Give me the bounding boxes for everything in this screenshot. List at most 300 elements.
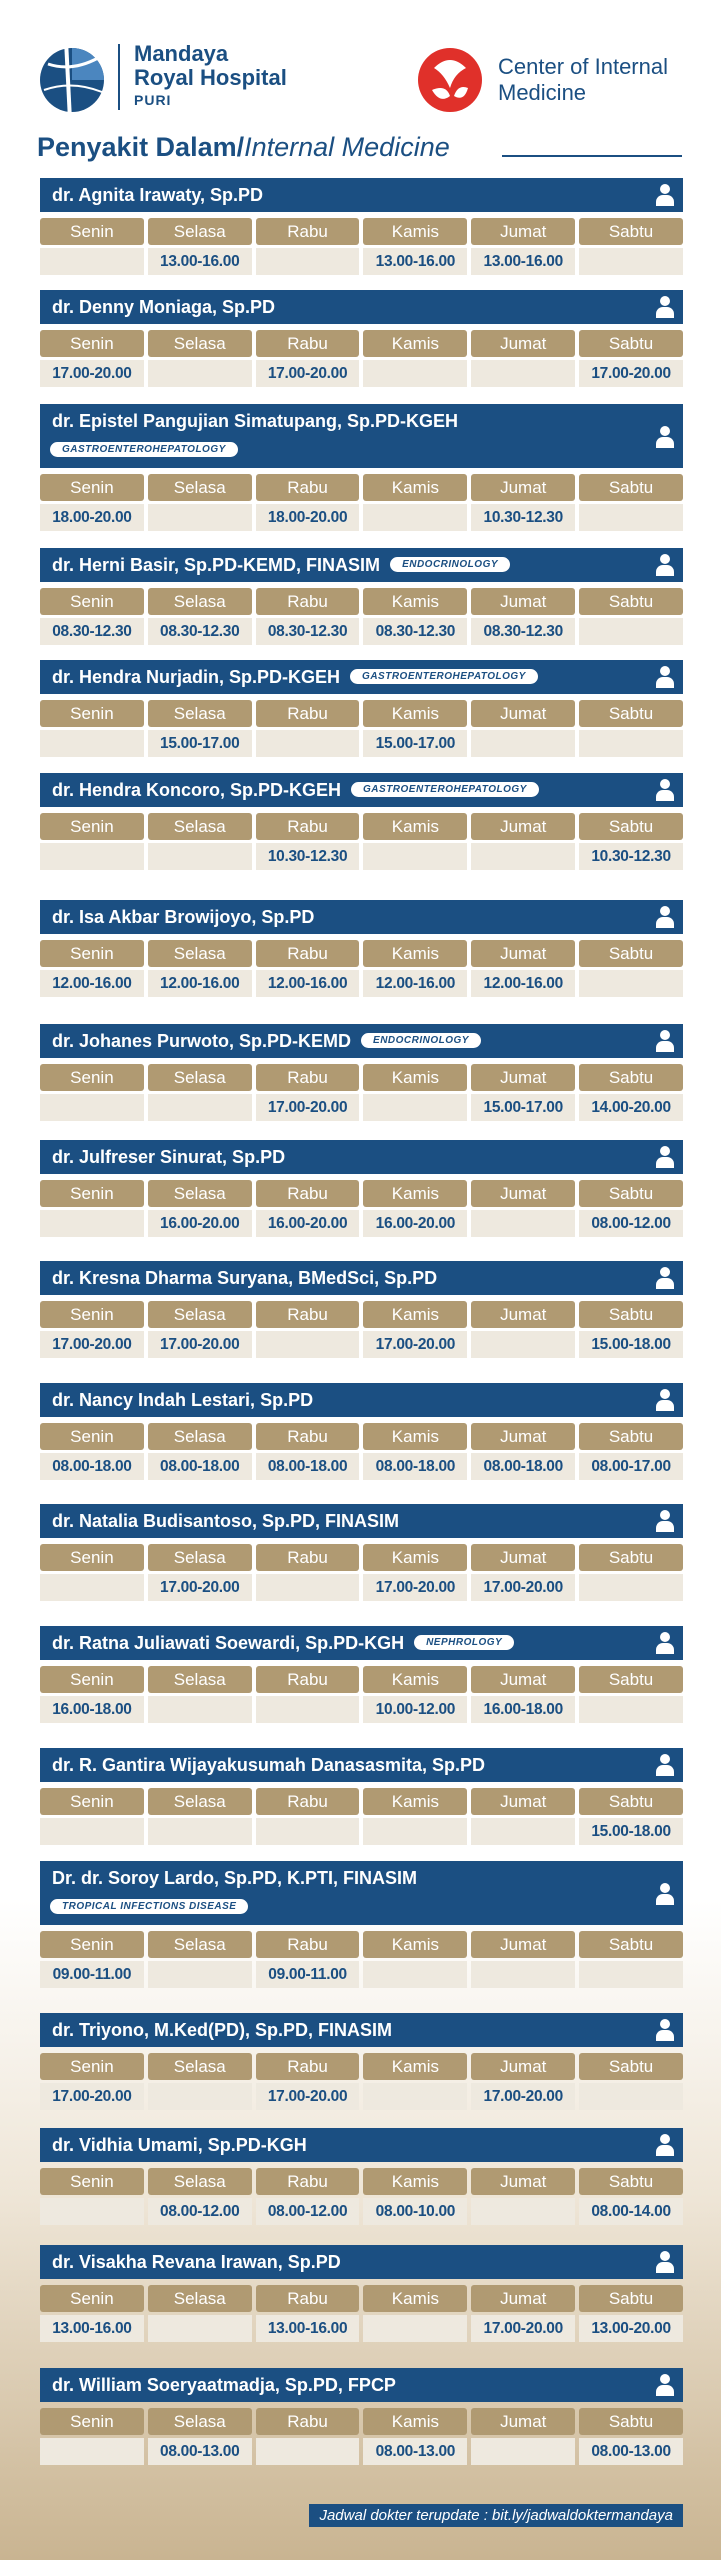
time-slot: 08.00-18.00 — [471, 1453, 575, 1480]
day-label: Sabtu — [579, 813, 683, 840]
doctor-name — [52, 1031, 481, 1052]
day-label: Sabtu — [579, 1666, 683, 1693]
day-row — [40, 2285, 683, 2312]
person-icon — [655, 666, 675, 688]
time-slot — [256, 1696, 360, 1723]
time-slot — [148, 843, 252, 870]
day-label: Kamis — [363, 700, 467, 727]
time-slot: 10.30-12.30 — [471, 504, 575, 531]
time-slot — [363, 2315, 467, 2342]
time-row — [40, 2318, 683, 2342]
day-label: Senin — [40, 1666, 144, 1693]
time-slot — [40, 1818, 144, 1845]
day-row — [40, 1788, 683, 1815]
time-slot: 17.00-20.00 — [471, 1574, 575, 1601]
day-label: Jumat — [471, 940, 575, 967]
title-underline — [502, 155, 682, 157]
day-label: Rabu — [256, 700, 360, 727]
doctor-name — [52, 780, 539, 801]
day-label: Senin — [40, 1301, 144, 1328]
time-slot — [579, 504, 683, 531]
time-slot — [579, 248, 683, 275]
day-label: Sabtu — [579, 218, 683, 245]
time-row — [40, 2441, 683, 2465]
time-slot — [363, 1818, 467, 1845]
doctor-schedule — [40, 404, 683, 531]
footer-note[interactable]: Jadwal dokter terupdate : bit.ly/jadwaldoktermandaya — [309, 2504, 683, 2527]
time-slot: 10.00-12.00 — [363, 1696, 467, 1723]
day-label: Selasa — [148, 1180, 252, 1207]
time-slot: 08.00-17.00 — [579, 1453, 683, 1480]
person-icon — [655, 1389, 675, 1411]
day-label: Jumat — [471, 1544, 575, 1571]
day-label: Selasa — [148, 1544, 252, 1571]
day-label: Rabu — [256, 1180, 360, 1207]
time-slot: 08.00-18.00 — [363, 1453, 467, 1480]
day-label: Senin — [40, 2408, 144, 2435]
day-label: Selasa — [148, 1423, 252, 1450]
time-slot: 08.30-12.30 — [471, 618, 575, 645]
day-label: Kamis — [363, 1064, 467, 1091]
time-slot — [148, 360, 252, 387]
time-slot — [40, 1210, 144, 1237]
day-label: Kamis — [363, 2168, 467, 2195]
person-icon — [655, 906, 675, 928]
time-slot: 15.00-17.00 — [148, 730, 252, 757]
day-label: Kamis — [363, 1301, 467, 1328]
doctor-name-text: dr. Natalia Budisantoso, Sp.PD, FINASIM — [52, 1511, 400, 1531]
doctor-header — [40, 2013, 683, 2047]
day-label: Jumat — [471, 330, 575, 357]
doctor-name — [52, 1511, 399, 1532]
day-row — [40, 1180, 683, 1207]
time-slot — [579, 1574, 683, 1601]
day-label: Rabu — [256, 1666, 360, 1693]
time-slot: 10.30-12.30 — [579, 843, 683, 870]
center-name — [498, 54, 668, 106]
day-label: Jumat — [471, 813, 575, 840]
day-label: Jumat — [471, 1666, 575, 1693]
doctor-header — [40, 1024, 683, 1058]
day-label: Sabtu — [579, 474, 683, 501]
center-name-line1: Center of Internal — [498, 54, 668, 79]
doctor-name-text: dr. Vidhia Umami, Sp.PD-KGH — [52, 2135, 307, 2155]
doctor-name-text: dr. Isa Akbar Browijoyo, Sp.PD — [52, 907, 315, 927]
day-label: Senin — [40, 1180, 144, 1207]
time-slot: 12.00-16.00 — [148, 970, 252, 997]
time-row — [40, 1334, 683, 1358]
time-slot: 12.00-16.00 — [363, 970, 467, 997]
day-label: Senin — [40, 218, 144, 245]
time-slot — [148, 1961, 252, 1988]
time-slot: 15.00-18.00 — [579, 1331, 683, 1358]
doctor-header — [40, 1140, 683, 1174]
doctor-name-text: dr. Denny Moniaga, Sp.PD — [52, 297, 276, 317]
day-label: Sabtu — [579, 1064, 683, 1091]
time-slot — [579, 1961, 683, 1988]
day-label: Senin — [40, 1423, 144, 1450]
day-label: Selasa — [148, 940, 252, 967]
day-row — [40, 1931, 683, 1958]
time-slot — [40, 730, 144, 757]
time-slot — [40, 1094, 144, 1121]
doctor-name-text: dr. Hendra Nurjadin, Sp.PD-KGEH — [52, 667, 341, 687]
doctor-name — [52, 907, 314, 928]
time-slot: 15.00-17.00 — [471, 1094, 575, 1121]
time-slot: 13.00-20.00 — [579, 2315, 683, 2342]
day-label: Rabu — [256, 1064, 360, 1091]
day-label: Sabtu — [579, 2053, 683, 2080]
time-slot: 17.00-20.00 — [471, 2083, 575, 2110]
day-label: Jumat — [471, 700, 575, 727]
time-slot: 09.00-11.00 — [40, 1961, 144, 1988]
doctor-name-text: dr. Triyono, M.Ked(PD), Sp.PD, FINASIM — [52, 2020, 393, 2040]
doctor-schedule — [40, 2128, 683, 2225]
doctor-header — [40, 2128, 683, 2162]
person-icon — [655, 426, 675, 448]
time-row — [40, 973, 683, 997]
day-label: Senin — [40, 2168, 144, 2195]
time-slot — [40, 248, 144, 275]
day-label: Kamis — [363, 588, 467, 615]
day-label: Jumat — [471, 1301, 575, 1328]
day-label: Selasa — [148, 2408, 252, 2435]
day-label: Rabu — [256, 1931, 360, 1958]
time-slot: 08.00-12.00 — [148, 2198, 252, 2225]
person-icon — [655, 2134, 675, 2156]
day-label: Rabu — [256, 2285, 360, 2312]
day-label: Sabtu — [579, 2285, 683, 2312]
day-label: Rabu — [256, 2168, 360, 2195]
time-slot — [148, 2315, 252, 2342]
time-slot: 16.00-18.00 — [40, 1696, 144, 1723]
time-row — [40, 1456, 683, 1480]
time-slot: 18.00-20.00 — [256, 504, 360, 531]
time-slot: 08.30-12.30 — [256, 618, 360, 645]
time-row — [40, 1577, 683, 1601]
time-slot — [256, 2438, 360, 2465]
doctor-header — [40, 404, 683, 468]
person-icon — [655, 2019, 675, 2041]
day-label: Selasa — [148, 1666, 252, 1693]
day-label: Jumat — [471, 1423, 575, 1450]
doctor-schedule — [40, 900, 683, 997]
person-icon — [655, 1510, 675, 1532]
day-label: Sabtu — [579, 1788, 683, 1815]
day-row — [40, 474, 683, 501]
time-row — [40, 621, 683, 645]
day-row — [40, 588, 683, 615]
person-icon — [655, 1754, 675, 1776]
doctor-name — [52, 2020, 392, 2041]
day-label: Senin — [40, 1931, 144, 1958]
day-label: Senin — [40, 588, 144, 615]
day-label: Kamis — [363, 1931, 467, 1958]
specialty-badge: GASTROENTEROHEPATOLOGY — [350, 669, 538, 684]
doctor-name — [52, 1390, 313, 1411]
day-label: Rabu — [256, 2408, 360, 2435]
day-label: Jumat — [471, 1788, 575, 1815]
day-row — [40, 813, 683, 840]
time-slot: 08.00-18.00 — [256, 1453, 360, 1480]
day-label: Selasa — [148, 1064, 252, 1091]
time-row — [40, 363, 683, 387]
person-icon — [655, 184, 675, 206]
doctor-schedule — [40, 2368, 683, 2465]
time-slot — [471, 360, 575, 387]
time-slot — [40, 2438, 144, 2465]
time-slot — [579, 2083, 683, 2110]
hospital-name-line2: Royal Hospital — [134, 65, 287, 90]
specialty-badge: GASTROENTEROHEPATOLOGY — [351, 782, 539, 797]
doctor-name — [52, 2135, 307, 2156]
day-label: Rabu — [256, 588, 360, 615]
time-slot: 17.00-20.00 — [256, 360, 360, 387]
time-slot: 08.00-13.00 — [363, 2438, 467, 2465]
time-slot — [363, 360, 467, 387]
day-label: Rabu — [256, 1544, 360, 1571]
time-slot — [363, 504, 467, 531]
day-row — [40, 330, 683, 357]
doctor-name — [52, 2252, 341, 2273]
day-label: Senin — [40, 940, 144, 967]
time-slot: 13.00-16.00 — [148, 248, 252, 275]
doctor-schedule — [40, 548, 683, 645]
time-slot: 17.00-20.00 — [148, 1331, 252, 1358]
day-label: Sabtu — [579, 1301, 683, 1328]
person-icon — [655, 1883, 675, 1905]
time-slot: 08.00-18.00 — [148, 1453, 252, 1480]
hospital-emblem-icon — [36, 36, 112, 120]
doctor-schedule — [40, 1748, 683, 1845]
doctor-header — [40, 900, 683, 934]
doctor-header — [40, 178, 683, 212]
day-label: Kamis — [363, 1788, 467, 1815]
day-label: Senin — [40, 2053, 144, 2080]
time-slot — [471, 1818, 575, 1845]
doctor-schedule — [40, 1140, 683, 1237]
day-label: Rabu — [256, 474, 360, 501]
time-slot — [579, 730, 683, 757]
logo-divider — [118, 44, 120, 110]
time-slot — [40, 2198, 144, 2225]
day-label: Selasa — [148, 1301, 252, 1328]
day-label: Kamis — [363, 218, 467, 245]
doctor-header — [40, 1626, 683, 1660]
day-row — [40, 218, 683, 245]
person-icon — [655, 1632, 675, 1654]
time-slot: 17.00-20.00 — [40, 2083, 144, 2110]
time-slot: 08.00-18.00 — [40, 1453, 144, 1480]
doctor-header — [40, 1861, 683, 1925]
day-row — [40, 2053, 683, 2080]
time-row — [40, 1213, 683, 1237]
day-row — [40, 1544, 683, 1571]
time-row — [40, 1821, 683, 1845]
time-slot — [256, 1331, 360, 1358]
day-label: Kamis — [363, 2285, 467, 2312]
internal-medicine-emblem-icon — [414, 44, 486, 116]
time-slot: 08.30-12.30 — [148, 618, 252, 645]
time-slot: 17.00-20.00 — [148, 1574, 252, 1601]
doctor-name — [52, 667, 538, 688]
person-icon — [655, 1267, 675, 1289]
day-label: Kamis — [363, 2408, 467, 2435]
time-slot: 13.00-16.00 — [40, 2315, 144, 2342]
time-slot — [471, 1331, 575, 1358]
hospital-name — [134, 42, 287, 90]
doctor-schedule — [40, 2245, 683, 2342]
person-icon — [655, 2251, 675, 2273]
person-icon — [655, 296, 675, 318]
time-slot — [579, 970, 683, 997]
doctor-name — [52, 411, 458, 432]
time-slot — [471, 1961, 575, 1988]
doctor-schedule — [40, 2013, 683, 2110]
day-label: Rabu — [256, 330, 360, 357]
doctor-header — [40, 660, 683, 694]
time-slot — [363, 1094, 467, 1121]
day-label: Selasa — [148, 2053, 252, 2080]
day-label: Kamis — [363, 1544, 467, 1571]
time-slot: 08.00-12.00 — [579, 1210, 683, 1237]
day-label: Rabu — [256, 940, 360, 967]
hospital-logo — [36, 36, 326, 120]
day-label: Rabu — [256, 1423, 360, 1450]
time-slot: 16.00-20.00 — [256, 1210, 360, 1237]
time-slot: 08.00-13.00 — [148, 2438, 252, 2465]
time-slot — [471, 1210, 575, 1237]
doctor-header — [40, 2245, 683, 2279]
page-header — [0, 0, 721, 175]
time-slot — [148, 504, 252, 531]
doctor-name — [52, 1868, 417, 1889]
time-slot — [363, 1961, 467, 1988]
day-label: Kamis — [363, 2053, 467, 2080]
day-label: Senin — [40, 2285, 144, 2312]
time-slot: 08.00-13.00 — [579, 2438, 683, 2465]
doctor-header — [40, 1383, 683, 1417]
doctor-schedule — [40, 660, 683, 757]
time-slot: 13.00-16.00 — [363, 248, 467, 275]
day-row — [40, 700, 683, 727]
time-slot: 18.00-20.00 — [40, 504, 144, 531]
day-row — [40, 2168, 683, 2195]
doctor-name-text: Dr. dr. Soroy Lardo, Sp.PD, K.PTI, FINASIM — [52, 1868, 418, 1888]
doctor-name-text: dr. Epistel Pangujian Simatupang, Sp.PD-KGEH — [52, 411, 459, 431]
time-slot — [148, 1696, 252, 1723]
time-row — [40, 251, 683, 275]
time-slot — [40, 1574, 144, 1601]
time-slot: 17.00-20.00 — [363, 1574, 467, 1601]
day-label: Senin — [40, 700, 144, 727]
page-title-italic: Internal Medicine — [244, 132, 450, 162]
time-slot: 17.00-20.00 — [471, 2315, 575, 2342]
day-label: Jumat — [471, 1064, 575, 1091]
day-label: Kamis — [363, 474, 467, 501]
day-label: Sabtu — [579, 940, 683, 967]
time-slot: 14.00-20.00 — [579, 1094, 683, 1121]
person-icon — [655, 2374, 675, 2396]
day-label: Rabu — [256, 1788, 360, 1815]
time-slot: 17.00-20.00 — [40, 1331, 144, 1358]
time-slot — [471, 2438, 575, 2465]
time-slot: 13.00-16.00 — [471, 248, 575, 275]
center-name-line2: Medicine — [498, 80, 587, 105]
time-slot: 08.30-12.30 — [40, 618, 144, 645]
page-title-bold: Penyakit Dalam/ — [37, 132, 245, 162]
day-label: Jumat — [471, 1931, 575, 1958]
doctor-name — [52, 1147, 285, 1168]
time-slot: 13.00-16.00 — [256, 2315, 360, 2342]
day-label: Rabu — [256, 2053, 360, 2080]
person-icon — [655, 1030, 675, 1052]
specialty-badge: NEPHROLOGY — [414, 1635, 514, 1650]
doctor-name — [52, 185, 263, 206]
hospital-name-line1: Mandaya — [134, 41, 229, 66]
person-icon — [655, 554, 675, 576]
doctor-name-text: dr. Hendra Koncoro, Sp.PD-KGEH — [52, 780, 342, 800]
day-row — [40, 1064, 683, 1091]
specialty-badge: GASTROENTEROHEPATOLOGY — [50, 442, 238, 457]
day-label: Jumat — [471, 1180, 575, 1207]
doctor-name-text: dr. Kresna Dharma Suryana, BMedSci, Sp.PD — [52, 1268, 438, 1288]
time-slot: 08.30-12.30 — [363, 618, 467, 645]
day-label: Kamis — [363, 330, 467, 357]
doctor-schedule — [40, 773, 683, 870]
doctor-name-text: dr. Herni Basir, Sp.PD-KEMD, FINASIM — [52, 555, 381, 575]
day-label: Jumat — [471, 474, 575, 501]
day-label: Selasa — [148, 474, 252, 501]
time-row — [40, 1699, 683, 1723]
doctor-name — [52, 1633, 514, 1654]
time-row — [40, 846, 683, 870]
time-slot: 17.00-20.00 — [40, 360, 144, 387]
day-label: Jumat — [471, 588, 575, 615]
day-label: Selasa — [148, 1788, 252, 1815]
time-slot — [148, 2083, 252, 2110]
day-label: Sabtu — [579, 588, 683, 615]
doctor-header — [40, 1748, 683, 1782]
day-label: Sabtu — [579, 700, 683, 727]
day-label: Jumat — [471, 218, 575, 245]
day-row — [40, 1301, 683, 1328]
time-slot: 15.00-17.00 — [363, 730, 467, 757]
day-label: Sabtu — [579, 1180, 683, 1207]
doctor-name-text: dr. Visakha Revana Irawan, Sp.PD — [52, 2252, 341, 2272]
day-label: Senin — [40, 813, 144, 840]
day-label: Selasa — [148, 588, 252, 615]
doctor-name — [52, 297, 275, 318]
time-slot — [579, 1696, 683, 1723]
day-label: Selasa — [148, 2285, 252, 2312]
time-slot — [148, 1818, 252, 1845]
doctor-schedule — [40, 1504, 683, 1601]
doctor-name-text: dr. Julfreser Sinurat, Sp.PD — [52, 1147, 286, 1167]
day-label: Senin — [40, 1544, 144, 1571]
day-label: Jumat — [471, 2408, 575, 2435]
day-row — [40, 1423, 683, 1450]
specialty-badge: TROPICAL INFECTIONS DISEASE — [50, 1899, 248, 1914]
doctor-name-text: dr. Johanes Purwoto, Sp.PD-KEMD — [52, 1031, 352, 1051]
time-slot — [256, 1574, 360, 1601]
day-label: Selasa — [148, 1931, 252, 1958]
person-icon — [655, 779, 675, 801]
time-slot — [363, 843, 467, 870]
doctor-name-text: dr. Ratna Juliawati Soewardi, Sp.PD-KGH — [52, 1633, 405, 1653]
time-slot: 17.00-20.00 — [256, 2083, 360, 2110]
time-slot: 17.00-20.00 — [579, 360, 683, 387]
